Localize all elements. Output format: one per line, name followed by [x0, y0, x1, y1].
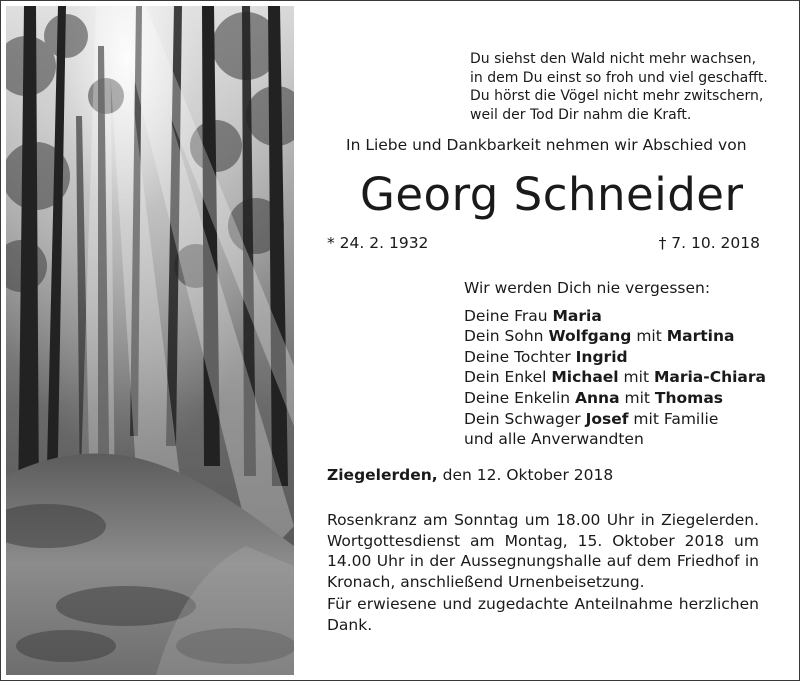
relative-name: Martina [666, 327, 735, 346]
relative-name: Thomas [654, 388, 723, 407]
relation-label: Dein Enkel [464, 368, 547, 387]
family-line-brother-in-law [464, 409, 794, 430]
death-date: † 7. 10. 2018 [658, 234, 760, 252]
connector-text: mit [624, 388, 650, 407]
poem-line: in dem Du einst so froh und viel geschafft. [470, 69, 768, 86]
poem [470, 50, 790, 124]
thanks-text: Für erwiesene und zugedachte Anteilnahme herzlichen Dank. [327, 595, 759, 634]
relative-name: Maria-Chiara [653, 368, 766, 387]
relative-name: Wolfgang [548, 327, 632, 346]
family-line-daughter [464, 347, 794, 368]
service-info: Rosenkranz am Sonntag um 18.00 Uhr in Ziegelerden. Wortgottesdienst am Montag, 15. Oktober 2018 um 14.00 Uhr in der Aussegnungshalle auf dem Friedhof in Kronach, anschließend Urnenbeisetzung. [327, 511, 759, 591]
relation-label: Deine Enkelin [464, 388, 571, 407]
place-date [327, 466, 613, 484]
forest-photo [6, 6, 294, 675]
family-line-granddaughter [464, 388, 794, 409]
family-line-son [464, 326, 794, 347]
deceased-name: Georg Schneider [360, 168, 744, 221]
connector-text: mit [636, 327, 662, 346]
relative-name: Josef [585, 409, 629, 428]
family-line-wife [464, 306, 794, 327]
relative-name: Maria [552, 306, 602, 325]
obituary-text [294, 0, 800, 681]
relative-name: Michael [551, 368, 619, 387]
birth-date: * 24. 2. 1932 [327, 234, 429, 252]
relative-name: Anna [575, 388, 620, 407]
notice-date: den 12. Oktober 2018 [442, 466, 614, 484]
connector-text: mit [623, 368, 650, 387]
relation-label: Dein Sohn [464, 327, 544, 346]
intro-text: In Liebe und Dankbarkeit nehmen wir Abschied von [346, 136, 747, 154]
relation-label: Dein Schwager [464, 409, 581, 428]
connector-text: mit Familie [633, 409, 719, 428]
family-line-grandson [464, 367, 794, 388]
relation-label: Deine Tochter [464, 347, 571, 366]
poem-line: Du hörst die Vögel nicht mehr zwitschern, [470, 88, 764, 104]
family-line-relatives: und alle Anverwandten [464, 430, 644, 449]
relation-label: Deine Frau [464, 306, 548, 325]
relative-name: Ingrid [575, 347, 628, 366]
poem-line: Du siehst den Wald nicht mehr wachsen, [470, 51, 757, 67]
family-list [464, 278, 794, 450]
family-lead: Wir werden Dich nie vergessen: [464, 279, 711, 297]
poem-line: weil der Tod Dir nahm die Kraft. [470, 106, 692, 123]
place-name: Ziegelerden, [327, 466, 438, 484]
